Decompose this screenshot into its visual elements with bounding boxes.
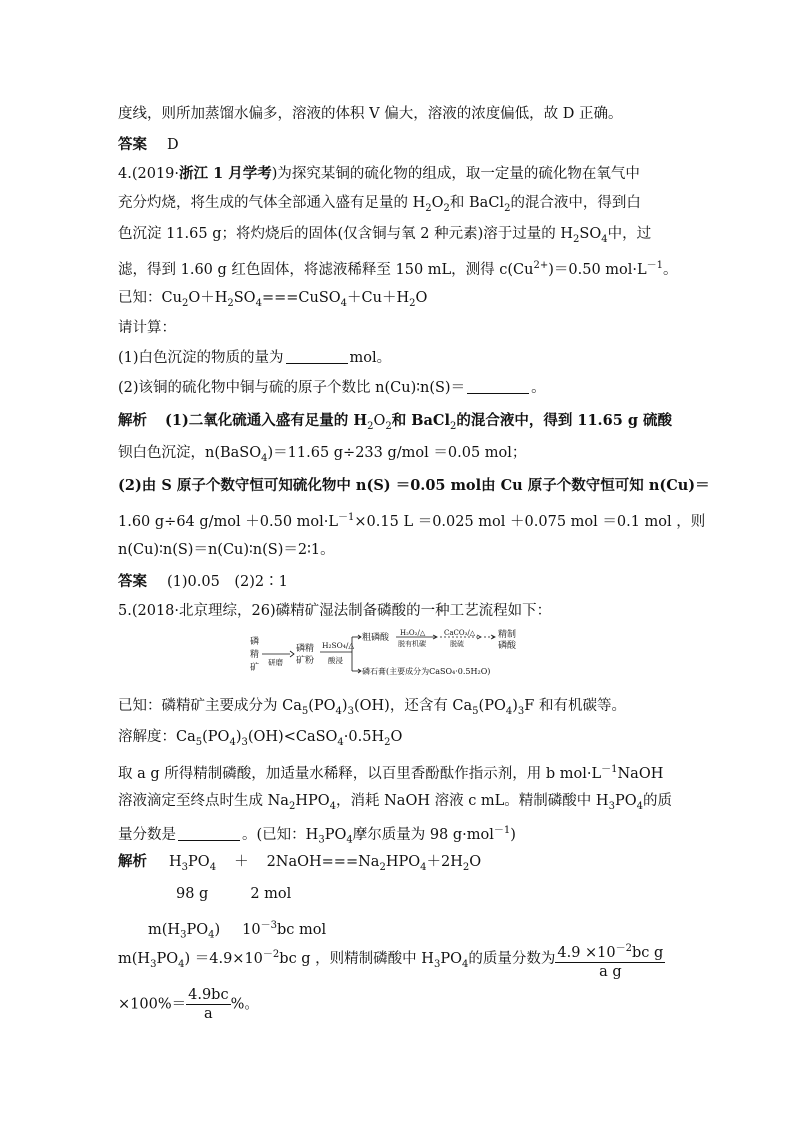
answer-line: 答案 D: [118, 136, 179, 153]
answer-blank: [286, 349, 348, 364]
question-5: 5.(2018·北京理综，26)磷精矿湿法制备磷酸的一种工艺流程如下：: [118, 603, 552, 619]
text-line: n(Cu)∶n(S)＝n(Cu)∶n(S)＝2∶1。: [118, 542, 335, 558]
flow-node: 粗磷酸: [362, 633, 390, 643]
known-equation: 已知：$Cu_2O+H_2SO_4===CuSO_4+Cu+H_2O$: [118, 290, 428, 309]
text-line: 滤，得到 1.60 g 红色固体，将滤液稀释至 150 mL，测得 $c(Cu^{2+})=0.50$ $mol\cdot L^{-1}$。: [118, 260, 678, 278]
solution-1: 解析 (1)二氧化硫通入盛有足量的 $H_2O_2$和 BaCl$_2$的混合液中，得到 11.65 g 硫酸: [118, 412, 673, 432]
text-line: 取 a g 所得精制磷酸，加适量水稀释，以百里香酚酞作指示剂，用 b $mol\cdot L^{-1}NaOH$: [118, 764, 664, 782]
flow-label: 脱硫: [450, 640, 464, 648]
fraction-line: $m(H_3PO_4) =4.9\times 10^{-2}bc$ g ，则精制磷酸中 $H_3PO_4$的质量分数为 $\frac{4.9 \times 10^{-2}bc g}{\text{a g}}$: [118, 940, 665, 981]
text-line: 钡白色沉淀，n(BaSO$_4$)＝11.65 g÷233 g/mol ＝0.05 mol；: [118, 445, 527, 464]
flow-label: 酸浸: [328, 656, 343, 665]
fraction-line: ×100%＝ $\frac{4.9bc}{a}$ %。: [118, 987, 259, 1022]
flow-label: 研磨: [268, 658, 283, 667]
flow-node: 精制: [498, 630, 517, 640]
fraction: $\frac{4.9 \times 10^{-2}bc g}{\text{a g}}$: [555, 940, 665, 981]
fraction: $\frac{4.9bc}{a}$: [188, 987, 229, 1022]
text-line: 充分灼烧，将生成的气体全部通入盛有足量的 $H_2O_2$和 BaCl$_2$的混合液中，得到白: [118, 195, 641, 214]
flow-node: 磷石膏(主要成分为CaSO₄·0.5H₂O): [362, 667, 491, 676]
flow-label: 脱有机碳: [398, 640, 426, 648]
flow-node: 精: [250, 650, 260, 660]
part-2: (2)该铜的硫化物中铜与硫的原子个数比 n(Cu)∶n(S)＝ 。: [118, 380, 546, 396]
reaction-ratio: 98 g 2 mol: [176, 886, 292, 902]
flow-node: 矿: [250, 663, 260, 673]
text-line: 请计算：: [118, 320, 176, 336]
solubility: 溶解度：$Ca_5(PO_4)_3(OH)<CaSO_4\cdot 0.5H_2O$: [118, 729, 403, 748]
text-line: 色沉淀 11.65 g；将灼烧后的固体(仅含铜与氧 2 种元素)溶于过量的 $H_2SO_4$中，过: [118, 226, 652, 245]
process-flow-diagram: [248, 627, 548, 685]
question-4: 4.(2019·浙江 1 月学考)为探究某铜的硫化物的组成，取一定量的硫化物在氧气中: [118, 165, 640, 182]
part-1: (1)白色沉淀的物质的量为 mol。: [118, 350, 392, 366]
text-line: 1.60 g÷64 g/mol ＋0.50 $mol\cdot L^{-1}\times 0.15$ L ＝0.025 mol ＋0.075 mol ＝0.1 mol ，则: [118, 512, 706, 530]
flow-label: H₂SO₄/△: [322, 641, 355, 650]
flow-label: CaCO₃/△: [444, 629, 476, 637]
flow-node: 磷精: [296, 644, 315, 654]
flow-label: H₂O₂/△: [400, 629, 426, 637]
flow-node: 矿粉: [296, 656, 315, 666]
text-line: 度线，则所加蒸馏水偏多，溶液的体积 V 偏大，溶液的浓度偏低，故 D 正确。: [118, 106, 623, 122]
answer-blank: [178, 826, 240, 841]
text-line: 溶液滴定至终点时生成 $Na_2HPO_4$，消耗 NaOH 溶液 c mL。精制磷酸中 $H_3PO_4$的质: [118, 793, 672, 812]
known-5: 已知：磷精矿主要成分为 $Ca_5(PO_4)_3(OH)$，还含有 $Ca_5(PO_4)_3F$ 和有机碳等。: [118, 698, 626, 717]
reaction-line: 解析 $H_3PO_4$ ＋ $2NaOH===Na_2HPO_4+2H_2O$: [118, 853, 482, 873]
flow-node: 磷酸: [498, 641, 517, 651]
answer-line: 答案 (1)0.05 (2)2∶1: [118, 573, 288, 590]
text-line: 量分数是 。(已知：$H_3PO_4$摩尔质量为 98 g·mol$^{-1}$): [118, 825, 516, 846]
solution-2: (2)由 S 原子个数守恒可知硫化物中 n(S) ＝0.05 mol由 Cu 原子个数守恒可知 n(Cu)＝: [118, 477, 710, 494]
reaction-unknown: $m(H_3PO_4)$ $10^{-3}bc$ mol: [148, 920, 327, 941]
flow-node: 磷: [250, 637, 260, 647]
answer-blank: [467, 379, 529, 394]
